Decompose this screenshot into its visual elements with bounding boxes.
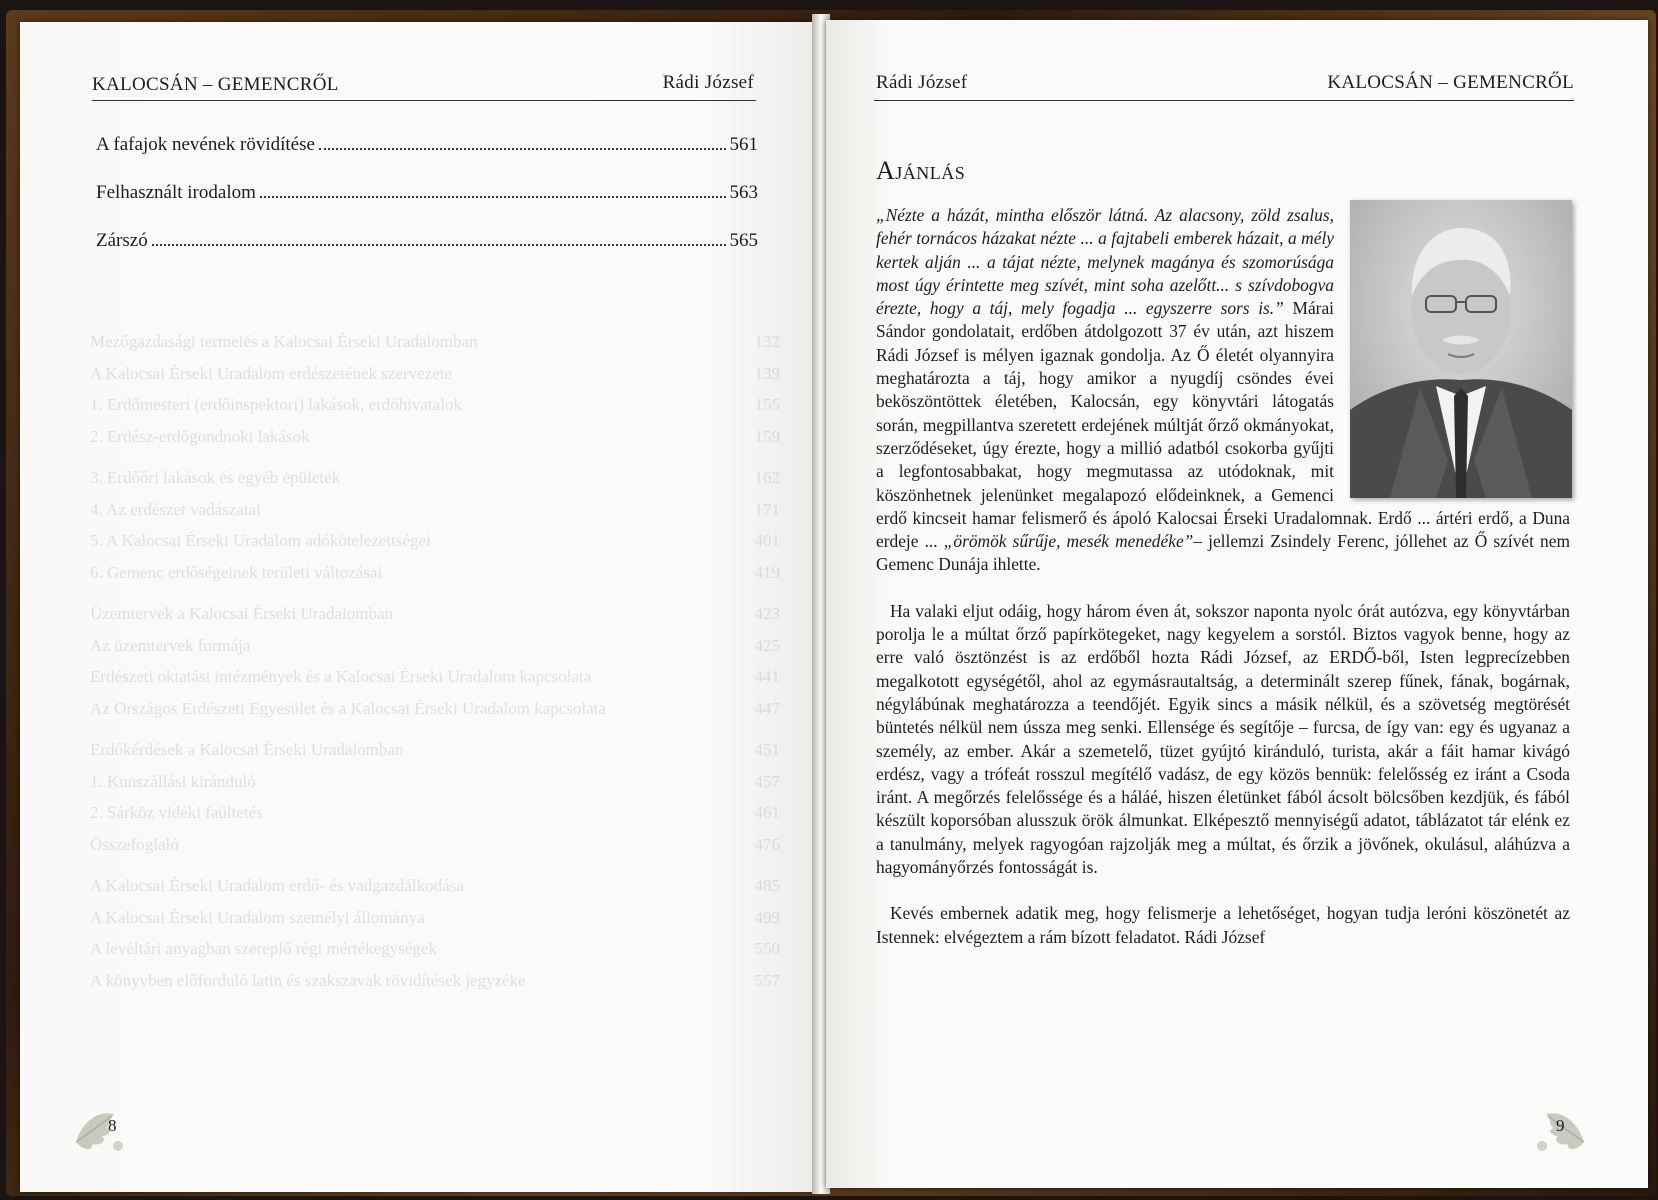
running-header-title: KALOCSÁN – GEMENCRŐL (92, 74, 339, 95)
show-through-page: 132 (754, 332, 780, 351)
show-through-line (90, 874, 780, 898)
show-through-page: 557 (754, 970, 780, 990)
show-through-page: 401 (754, 531, 780, 550)
show-through-line (90, 906, 780, 930)
toc-row[interactable] (96, 230, 758, 252)
show-through-title: 2. Sárköz vidéki faültetés (90, 803, 263, 822)
show-through-line (90, 937, 780, 961)
show-through-line (90, 330, 780, 354)
show-through-line (90, 561, 780, 585)
show-through-title: A könyvben előforduló latin és szakszavak rövidítések jegyzéke (90, 970, 526, 990)
running-header-title: KALOCSÁN – GEMENCRŐL (1327, 72, 1574, 93)
paragraph-2: Ha valaki eljut odáig, hogy három éven át, sokszor naponta nyolc órát autózva, egy könyvtárban porolja le a múltat őrző papírkötegeket, nagy kegyelem a sorstól. Biztos vagyok benne, hogy az erre való ösztönzést is az erdőből hozta Rádi József, az ERDŐ-ből, Isten legprecízebben megalkotott egységétől, ahol az egymásrautaltság, a determinált szerep fűnek, fának, bogárnak, négylábúnak meghatározza a teendőjét. Egyik sincs a másik nélkül, és a szövetség megtörését büntetés nélkül nem ússza meg senki. Ellensége és segítője – furcsa, de így van: egy és ugyanaz a személy, az ember. Akár a szemetelő, tüzet gyújtó kiránduló, turista, akár a fáit hamar kivágó erdész, vagy a trófeát rosszul megítélő vadász, de egy közös bennük: felelősség ez iránt a Csoda iránt. A megőrzés felelőssége és a háláé, hiszen életünket fából ácsolt bölcsőben kezdjük, és fából készült koporsóban alusszuk örök álmunkat. Elképesztő mennyiségű adatot, táblázatot tár elénk ez a tanulmány, melyek ragyogóan rajzolják meg a múltat, és őrzik a jövőnek, okulásul, aláhúzva a hagyományőrzés fontosságát is. (876, 600, 1570, 878)
section-heading: Ajánlás (876, 156, 966, 185)
zsindely-quote: „örömök sűrűje, mesék menedéke” (943, 531, 1194, 552)
show-through-page: 485 (754, 876, 780, 895)
show-through-line (90, 602, 780, 626)
show-through-line (90, 770, 780, 794)
page-number: 8 (108, 1116, 117, 1135)
show-through-title: Összefoglaló (90, 834, 179, 854)
show-through-title: A Kalocsai Érseki Uradalom erdő- és vadgazdálkodása (90, 876, 464, 895)
running-header-author: Rádi József (876, 72, 968, 93)
left-page (20, 22, 816, 1192)
show-through-page: 139 (754, 363, 780, 383)
show-through-line (90, 498, 780, 522)
toc-page: 563 (729, 182, 758, 203)
show-through-page: 419 (754, 562, 780, 582)
show-through-title: Az üzemtervek formája (90, 635, 251, 655)
show-through-page: 159 (754, 426, 780, 446)
show-through-title: A Kalocsai Érseki Uradalom személyi állománya (90, 907, 425, 927)
show-through-line (90, 665, 780, 689)
show-through-line (90, 969, 780, 993)
show-through-title: Üzemtervek a Kalocsai Érseki Uradalomban (90, 604, 394, 623)
show-through-title: 3. Erdőőri lakások és egyéb épületek (90, 468, 341, 487)
show-through-line (90, 425, 780, 449)
toc-row[interactable] (96, 134, 758, 156)
show-through-title: 1. Erdőmesteri (erdőinspektori) lakások, erdőhivatalok (90, 395, 462, 414)
show-through-page: 162 (754, 468, 780, 487)
show-through-line (90, 529, 780, 553)
oak-leaf-icon (68, 1102, 134, 1162)
show-through-line (90, 833, 780, 857)
right-page (826, 20, 1648, 1188)
show-through-line (90, 634, 780, 658)
marai-quote: „Nézte a házát, mintha először látná. Az alacsony, zöld zsalus, fehér tornácos házakat nézte ... a fajtabeli emberek házait, a mély kertek alján ... a tájat nézte, melynek magánya és szomorúsága most úgy érintette meg szívét, mint soha azelőtt... s szívdobogva érezte, hogy a táj, mely fogadja ... egyszerre sors is.” (876, 205, 1334, 319)
toc-title: Zárszó (96, 230, 148, 251)
show-through-title: 5. A Kalocsai Érseki Uradalom adókötelezettségei (90, 531, 431, 550)
paragraph-1 (876, 204, 1570, 577)
show-through-title: 4. Az erdészet vadászatai (90, 499, 261, 519)
show-through-page: 461 (754, 803, 780, 822)
show-through-title: Erdészeti oktatási intézmények és a Kalocsai Érseki Uradalom kapcsolata (90, 667, 592, 686)
running-header-author: Rádi József (662, 72, 754, 93)
show-through-page: 447 (754, 698, 780, 718)
toc-row[interactable] (96, 182, 758, 204)
paragraph-1-text-b: – jellemzi Zsindely Ferenc, jóllehet az Ő szívét nem Gemenc Dunája ihlette. (876, 531, 1570, 575)
page-number: 9 (1556, 1116, 1565, 1135)
show-through-page: 171 (754, 499, 780, 519)
toc-leader (260, 196, 726, 198)
show-through-text (90, 322, 780, 992)
toc-title: Felhasznált irodalom (96, 182, 256, 203)
show-through-title: Az Országos Erdészeti Egyesület és a Kalocsai Érseki Uradalom kapcsolata (90, 698, 606, 718)
header-rule (874, 100, 1574, 101)
show-through-line (90, 393, 780, 417)
show-through-title: 6. Gemenc erdőségeinek területi változásai (90, 562, 383, 582)
show-through-title: Erdőkérdések a Kalocsai Érseki Uradalomban (90, 740, 404, 759)
paragraph-1-text-a: Márai Sándor gondolatait, erdőben átdolgozott 37 év után, azt hiszem Rádi József is mélyen igaznak gondolja. Az Ő életét olyannyira meghatározta a táj, hogy amikor a nyugdíj csöndes évei beköszöntöttek életében, Kalocsán, egy könyvtári látogatás során, megpillantva szeretett erdejének múltját őrző okmányokat, szerződéseket, úgy érezte, hogy a millió adatból csokorba gyűjti a legfontosabbakat, hogy megmutassa az utódoknak, mit köszönhetnek jelenünket megalapozó elődeinknek, a Gemenci erdő kincseit hamar felismerő és ápoló Kalocsai Érseki Uradalomnak. Erdő ... ártéri erdő, a Duna erdeje ... (876, 298, 1570, 552)
show-through-line (90, 801, 780, 825)
show-through-line (90, 466, 780, 490)
show-through-page: 425 (754, 635, 780, 655)
show-through-page: 441 (754, 667, 780, 686)
show-through-title: A levéltári anyagban szereplő régi mértékegységek (90, 939, 437, 958)
show-through-line (90, 362, 780, 386)
toc-page: 565 (729, 230, 758, 251)
show-through-page: 457 (754, 771, 780, 791)
show-through-page: 499 (754, 907, 780, 927)
show-through-page: 550 (754, 939, 780, 958)
show-through-title: 2. Erdész-erdőgondnoki lakások (90, 426, 310, 446)
header-rule (92, 100, 756, 101)
paragraph-3: Kevés embernek adatik meg, hogy felismerje a lehetőséget, hogyan tudja leróni köszönetét az Istennek: elvégeztem a rám bízott feladatot. Rádi József (876, 903, 1570, 947)
show-through-page: 423 (754, 604, 780, 623)
toc-leader (319, 148, 726, 150)
show-through-line (90, 738, 780, 762)
foreword-text (876, 204, 1570, 949)
show-through-page: 155 (754, 395, 780, 414)
show-through-line (90, 697, 780, 721)
show-through-title: Mezőgazdasági termelés a Kalocsai Érseki Uradalomban (90, 332, 478, 351)
toc-title: A fafajok nevének rövidítése (96, 134, 315, 155)
show-through-title: 1. Kunszállási kiránduló (90, 771, 256, 791)
toc-leader (152, 244, 726, 246)
show-through-page: 451 (754, 740, 780, 759)
show-through-title: A Kalocsai Érseki Uradalom erdészetének szervezete (90, 363, 453, 383)
show-through-page: 476 (754, 834, 780, 854)
toc-page: 561 (729, 134, 758, 155)
